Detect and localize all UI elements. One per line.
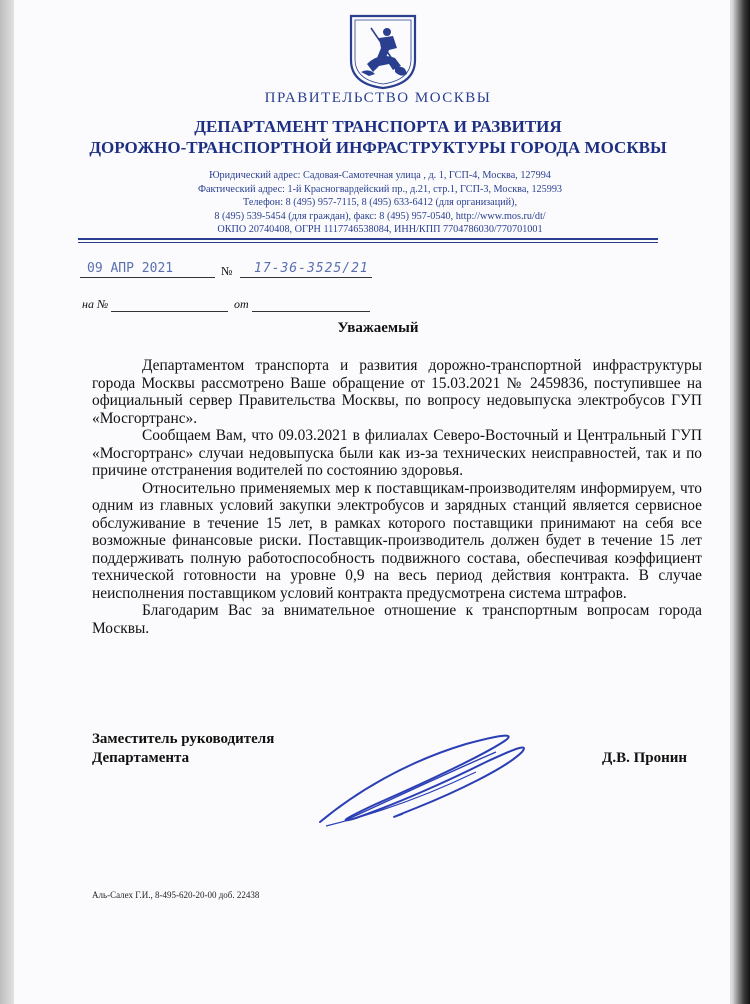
letterhead-divider [78, 238, 658, 240]
signatory-name: Д.В. Пронин [602, 750, 688, 766]
moscow-coat-of-arms-icon [349, 14, 417, 90]
address-line: Юридический адрес: Садовая-Самотечная улица , д. 1, ГСП-4, Москва, 127994 [209, 170, 551, 181]
body-paragraph: Департаментом транспорта и развития дорожно-транспортной инфраструктуры города Москвы рассмотрено Ваше обращение от 15.03.2021 № 2459836, поступившее на официальный сервер Правительства Москвы, по вопросу недовыпуска электробусов ГУП «Мосгортранс». [92, 357, 702, 427]
number-underline [240, 277, 372, 278]
reference-date-label: от [234, 297, 249, 311]
body-paragraph: Благодарим Вас за внимательное отношение к транспортным вопросам города Москвы. [92, 602, 702, 637]
letter-body [92, 357, 702, 637]
department-name-line1: ДЕПАРТАМЕНТ ТРАНСПОРТА И РАЗВИТИЯ [194, 117, 562, 136]
body-paragraph: Сообщаем Вам, что 09.03.2021 в филиалах Северо-Восточный и Центральный ГУП «Мосгортранс» случаи недовыпуска были как из-за технических неисправностей, так и по причине отстранения водителей по состоянию здоровья. [92, 427, 702, 479]
handwritten-signature [316, 722, 536, 832]
signatory-title-line1: Заместитель руководителя [92, 731, 275, 747]
signatory-title-line2: Департамента [92, 750, 190, 766]
reference-number-line [111, 311, 228, 312]
address-line: 8 (495) 539-5454 (для граждан), факс: 8 (495) 957-0540, http://www.mos.ru/dt/ [214, 210, 546, 222]
department-name-line2: ДОРОЖНО-ТРАНСПОРТНОЙ ИНФРАСТРУКТУРЫ ГОРОДА МОСКВЫ [89, 138, 667, 157]
date-underline [80, 277, 215, 278]
address-line: Телефон: 8 (495) 957-7115, 8 (495) 633-6412 (для организаций), [242, 197, 517, 209]
address-line: ОКПО 20740408, ОГРН 1117746538084, ИНН/КПП 7704786030/770701001 [217, 224, 543, 236]
letterhead-address [130, 169, 630, 237]
letterhead-divider-thin [78, 242, 658, 243]
reference-number-label: на № [82, 297, 109, 311]
number-sign: № [221, 264, 233, 278]
salutation: Уважаемый [337, 320, 419, 336]
registration-number: 17-36-3525/21 [254, 261, 369, 276]
executor-contact: Аль-Салех Г.И., 8-495-620-20-00 доб. 22438 [92, 890, 260, 900]
address-line: Фактический адрес: 1-й Красногвардейский пр., д.21, стр.1, ГСП-3, Москва, 125993 [197, 183, 563, 195]
signatory-title [92, 730, 274, 768]
body-paragraph: Относительно применяемых мер к поставщикам-производителям информируем, что одним из главных условий закупки электробусов и зарядных станций является сервисное обслуживание в течение 15 лет, в рамках которого поставщики принимают на себя все возможные финансовые риски. Поставщик-производитель должен будет в течение 15 лет поддерживать полную работоспособность подвижного состава, обеспечивая коэффициент технической готовности на уровне 0,9 на весь период действия контракта. В случае неисполнения поставщиком условий контракта предусмотрена система штрафов. [92, 479, 702, 602]
department-name [0, 116, 750, 158]
reference-date-line [252, 311, 370, 312]
registration-date-stamp: 09 АПР 2021 [87, 261, 174, 276]
government-title: ПРАВИТЕЛЬСТВО МОСКВЫ [264, 90, 492, 106]
